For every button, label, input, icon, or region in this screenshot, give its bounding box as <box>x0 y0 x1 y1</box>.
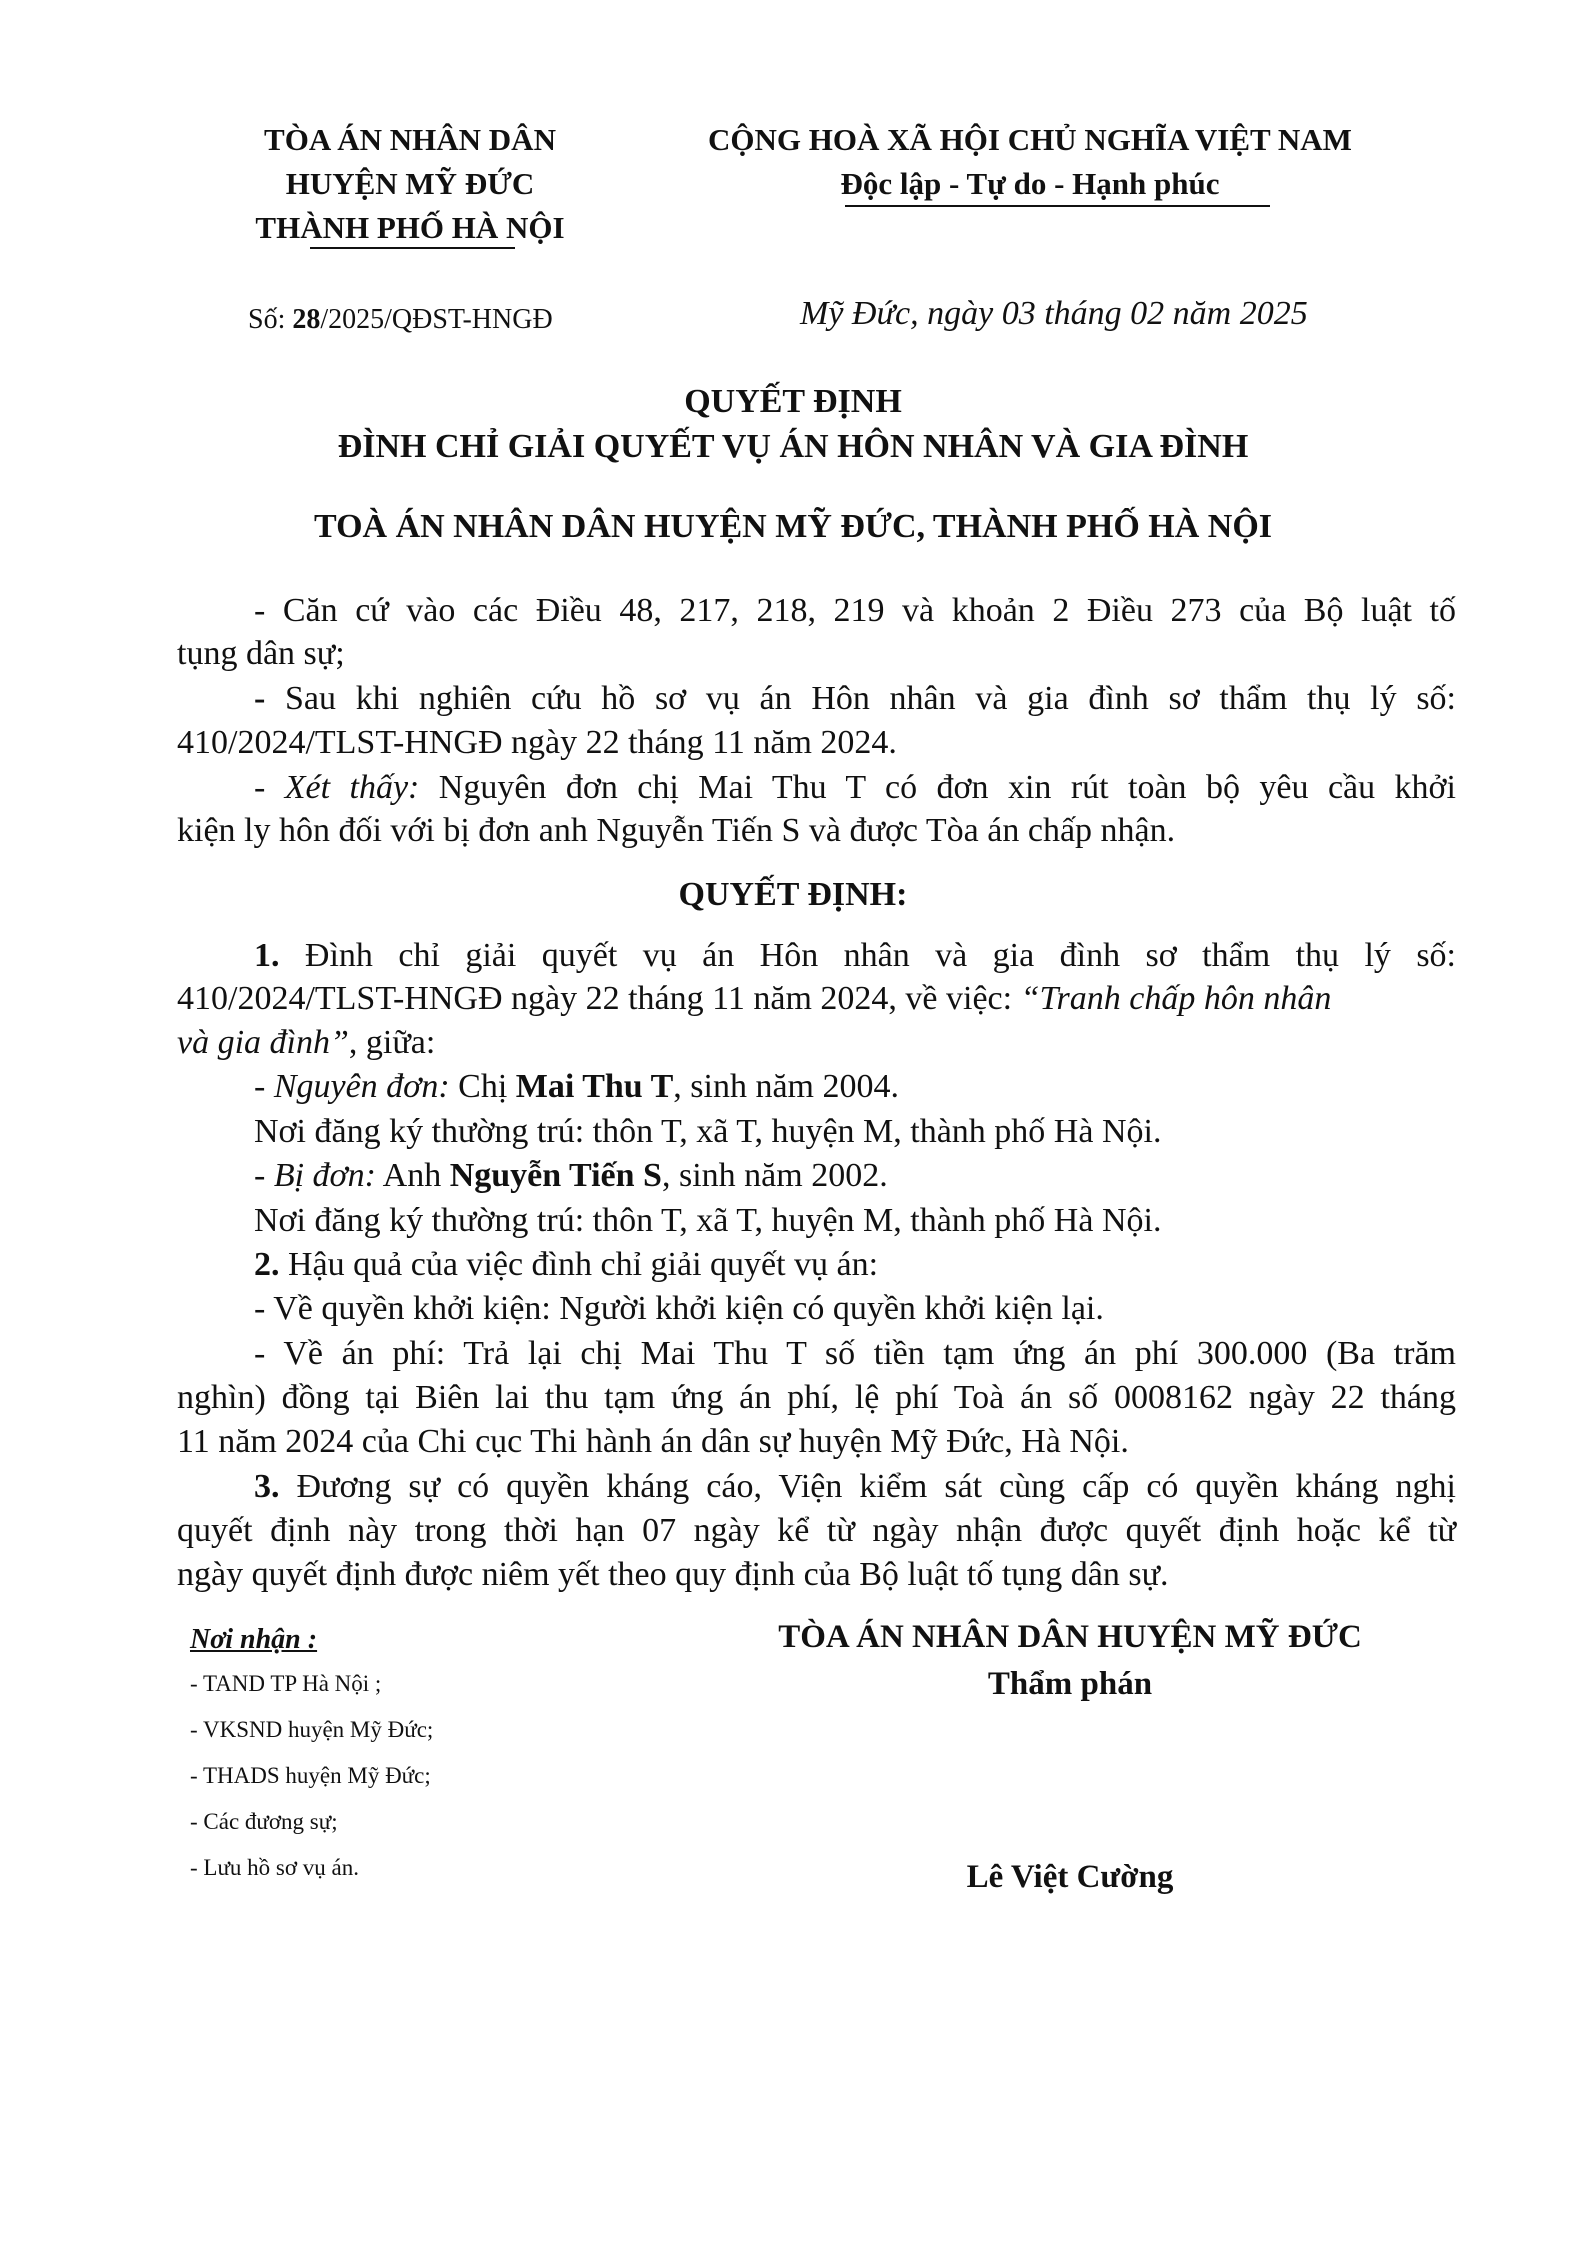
recipient-item: - TAND TP Hà Nội ; <box>190 1671 382 1696</box>
basis-2-line1: - Sau khi nghiên cứu hồ sơ vụ án Hôn nhân và gia đình sơ thẩm thụ lý số: <box>254 680 1456 717</box>
national-motto-underline <box>845 205 1270 207</box>
court-header <box>180 118 640 250</box>
decision-heading: QUYẾT ĐỊNH: <box>678 876 908 913</box>
issuing-court: TOÀ ÁN NHÂN DÂN HUYỆN MỸ ĐỨC, THÀNH PHỐ HÀ NỘI <box>314 508 1272 545</box>
decision-1-line3: và gia đình”, giữa: <box>177 1024 436 1061</box>
court-name-line3: THÀNH PHỐ HÀ NỘI <box>255 210 565 245</box>
basis-1-line1: - Căn cứ vào các Điều 48, 217, 218, 219 và khoản 2 Điều 273 của Bộ luật tố <box>254 592 1456 629</box>
decision-1-line2: 410/2024/TLST-HNGĐ ngày 22 tháng 11 năm 2024, về việc: “Tranh chấp hôn nhân <box>177 980 1332 1017</box>
document-title: QUYẾT ĐỊNH <box>684 383 902 420</box>
defendant-line: - Bị đơn: Anh Nguyễn Tiến S, sinh năm 2002. <box>254 1157 888 1194</box>
decision-3-line2: quyết định này trong thời hạn 07 ngày kể từ ngày nhận được quyết định hoặc kể từ <box>177 1512 1456 1549</box>
decision-2-heading: 2. Hậu quả của việc đình chỉ giải quyết vụ án: <box>254 1246 879 1283</box>
decision-2-fee-line3: 11 năm 2024 của Chi cục Thi hành án dân sự huyện Mỹ Đức, Hà Nội. <box>177 1423 1129 1460</box>
recipient-item: - THADS huyện Mỹ Đức; <box>190 1763 431 1788</box>
signer-name: Lê Việt Cường <box>966 1859 1174 1895</box>
decision-2-fee-line2: nghìn) đồng tại Biên lai thu tạm ứng án phí, lệ phí Toà án số 0008162 ngày 22 tháng <box>177 1379 1456 1416</box>
recipient-item: - Lưu hồ sơ vụ án. <box>190 1855 359 1880</box>
court-name-line1: TÒA ÁN NHÂN DÂN <box>264 122 556 157</box>
recipient-item: - Các đương sự; <box>190 1809 338 1834</box>
document-number: Số: 28/2025/QĐST-HNGĐ <box>248 304 553 335</box>
basis-3-line1: - Xét thấy: Nguyên đơn chị Mai Thu T có đơn xin rút toàn bộ yêu cầu khởi <box>254 769 1456 806</box>
decision-3-line3: ngày quyết định được niêm yết theo quy định của Bộ luật tố tụng dân sự. <box>177 1556 1169 1593</box>
defendant-name: Nguyễn Tiến S <box>449 1157 662 1194</box>
plaintiff-line: - Nguyên đơn: Chị Mai Thu T, sinh năm 2004. <box>254 1068 899 1105</box>
court-header-underline <box>310 247 515 249</box>
decision-1-line1: 1. Đình chỉ giải quyết vụ án Hôn nhân và gia đình sơ thẩm thụ lý số: <box>254 937 1456 974</box>
plaintiff-address: Nơi đăng ký thường trú: thôn T, xã T, huyện M, thành phố Hà Nội. <box>254 1113 1162 1150</box>
signature-court: TÒA ÁN NHÂN DÂN HUYỆN MỸ ĐỨC <box>778 1619 1362 1655</box>
court-name-line2: HUYỆN MỸ ĐỨC <box>285 166 535 201</box>
document-subtitle: ĐÌNH CHỈ GIẢI QUYẾT VỤ ÁN HÔN NHÂN VÀ GIA ĐÌNH <box>337 428 1249 465</box>
basis-3-line2: kiện ly hôn đối với bị đơn anh Nguyễn Tiến S và được Tòa án chấp nhận. <box>177 812 1176 849</box>
basis-1-line2: tụng dân sự; <box>177 635 345 672</box>
decision-2-fee-line1: - Về án phí: Trả lại chị Mai Thu T số tiền tạm ứng án phí 300.000 (Ba trăm <box>254 1335 1456 1372</box>
recipient-item: - VKSND huyện Mỹ Đức; <box>190 1717 434 1742</box>
basis-2-line2: 410/2024/TLST-HNGĐ ngày 22 tháng 11 năm 2024. <box>177 724 897 761</box>
plaintiff-name: Mai Thu T <box>515 1068 674 1105</box>
decision-3-line1: 3. Đương sự có quyền kháng cáo, Viện kiểm sát cùng cấp có quyền kháng nghị <box>254 1468 1456 1505</box>
defendant-address: Nơi đăng ký thường trú: thôn T, xã T, huyện M, thành phố Hà Nội. <box>254 1202 1162 1239</box>
national-header <box>700 118 1360 206</box>
signature-role: Thẩm phán <box>987 1666 1153 1702</box>
recipients-title: Nơi nhận : <box>190 1624 318 1655</box>
place-and-date: Mỹ Đức, ngày 03 tháng 02 năm 2025 <box>800 295 1308 332</box>
nation-name: CỘNG HOÀ XÃ HỘI CHỦ NGHĨA VIỆT NAM <box>708 122 1352 157</box>
nation-motto: Độc lập - Tự do - Hạnh phúc <box>840 166 1220 201</box>
decision-2-right-to-sue: - Về quyền khởi kiện: Người khởi kiện có quyền khởi kiện lại. <box>254 1290 1104 1327</box>
